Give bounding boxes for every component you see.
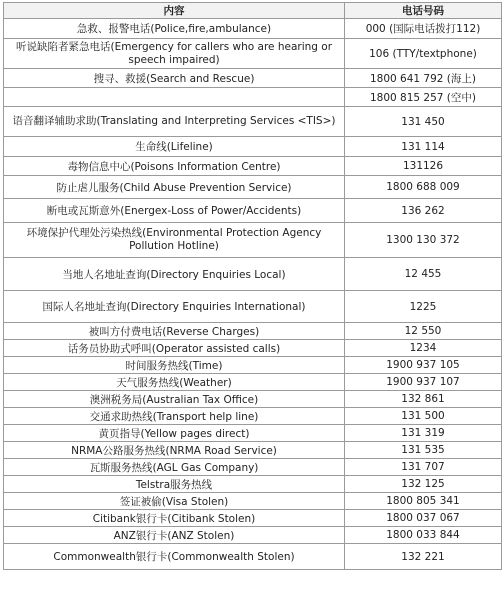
- table-row: [4, 137, 502, 157]
- table-row: [4, 107, 502, 137]
- service-cell: 瓦斯服务热线(AGL Gas Company): [4, 459, 345, 476]
- table-row: [4, 442, 502, 459]
- table-header-row: [4, 3, 502, 19]
- phone-cell: 132 861: [345, 391, 502, 408]
- phone-cell: 1234: [345, 340, 502, 357]
- phone-cell: 131 114: [345, 137, 502, 157]
- service-cell: 当地人名地址查询(Directory Enquiries Local): [4, 258, 345, 291]
- service-cell: 搜寻、救援(Search and Rescue): [4, 69, 345, 88]
- phone-cell: 1800 805 341: [345, 493, 502, 510]
- header-content: 内容: [4, 3, 345, 19]
- service-cell: 断电或瓦斯意外(Energex-Loss of Power/Accidents): [4, 199, 345, 223]
- phone-cell: 1225: [345, 291, 502, 323]
- service-cell: Commonwealth银行卡(Commonwealth Stolen): [4, 544, 345, 570]
- phone-cell: 131 500: [345, 408, 502, 425]
- service-cell: 急救、报警电话(Police,fire,ambulance): [4, 19, 345, 39]
- service-cell: 澳洲税务局(Australian Tax Office): [4, 391, 345, 408]
- phone-cell: 131 707: [345, 459, 502, 476]
- service-cell: 话务员协助式呼叫(Operator assisted calls): [4, 340, 345, 357]
- service-cell: 防止虐儿服务(Child Abuse Prevention Service): [4, 176, 345, 199]
- phone-cell: 12 455: [345, 258, 502, 291]
- service-cell: 生命线(Lifeline): [4, 137, 345, 157]
- table-row: [4, 374, 502, 391]
- service-cell: 黄页指导(Yellow pages direct): [4, 425, 345, 442]
- service-cell: Telstra服务热线: [4, 476, 345, 493]
- service-cell: [4, 88, 345, 107]
- table-row: [4, 391, 502, 408]
- phone-cell: 000 (国际电话拨打112): [345, 19, 502, 39]
- table-row: [4, 493, 502, 510]
- header-phone: 电话号码: [345, 3, 502, 19]
- service-cell: Citibank银行卡(Citibank Stolen): [4, 510, 345, 527]
- phone-cell: 131 450: [345, 107, 502, 137]
- table-row: [4, 88, 502, 107]
- service-cell: 国际人名地址查询(Directory Enquiries International): [4, 291, 345, 323]
- phone-cell: 1800 688 009: [345, 176, 502, 199]
- phone-cell: 1800 037 067: [345, 510, 502, 527]
- table-row: [4, 527, 502, 544]
- table-row: [4, 176, 502, 199]
- phone-cell: 131 535: [345, 442, 502, 459]
- phone-cell: 106 (TTY/textphone): [345, 39, 502, 69]
- phone-cell: 131126: [345, 157, 502, 176]
- phone-cell: 1900 937 107: [345, 374, 502, 391]
- service-cell: ANZ银行卡(ANZ Stolen): [4, 527, 345, 544]
- table-row: [4, 476, 502, 493]
- table-row: [4, 459, 502, 476]
- table-row: [4, 340, 502, 357]
- table-row: [4, 69, 502, 88]
- phone-cell: 131 319: [345, 425, 502, 442]
- service-cell: 时间服务热线(Time): [4, 357, 345, 374]
- table-row: [4, 157, 502, 176]
- phone-cell: 1800 641 792 (海上): [345, 69, 502, 88]
- phone-cell: 1300 130 372: [345, 223, 502, 258]
- table-row: [4, 258, 502, 291]
- service-cell: 环境保护代理处污染热线(Environmental Protection Agency Pollution Hotline): [4, 223, 345, 258]
- service-cell: 语音翻译辅助求助(Translating and Interpreting Services <TIS>): [4, 107, 345, 137]
- table-row: [4, 291, 502, 323]
- phone-cell: 1900 937 105: [345, 357, 502, 374]
- emergency-phone-table: [3, 2, 502, 570]
- phone-cell: 1800 033 844: [345, 527, 502, 544]
- service-cell: 交通求助热线(Transport help line): [4, 408, 345, 425]
- table-row: [4, 199, 502, 223]
- service-cell: 毒物信息中心(Poisons Information Centre): [4, 157, 345, 176]
- phone-cell: 132 221: [345, 544, 502, 570]
- table-row: [4, 408, 502, 425]
- table-row: [4, 357, 502, 374]
- phone-cell: 136 262: [345, 199, 502, 223]
- service-cell: 被叫方付费电话(Reverse Charges): [4, 323, 345, 340]
- table-row: [4, 19, 502, 39]
- table-row: [4, 323, 502, 340]
- service-cell: 天气服务热线(Weather): [4, 374, 345, 391]
- table-row: [4, 425, 502, 442]
- service-cell: 听说缺陷者紧急电话(Emergency for callers who are hearing or speech impaired): [4, 39, 345, 69]
- phone-cell: 12 550: [345, 323, 502, 340]
- table-row: [4, 510, 502, 527]
- table-row: [4, 544, 502, 570]
- service-cell: 签证被偷(Visa Stolen): [4, 493, 345, 510]
- table-row: [4, 39, 502, 69]
- phone-cell: 1800 815 257 (空中): [345, 88, 502, 107]
- service-cell: NRMA公路服务热线(NRMA Road Service): [4, 442, 345, 459]
- table-row: [4, 223, 502, 258]
- phone-cell: 132 125: [345, 476, 502, 493]
